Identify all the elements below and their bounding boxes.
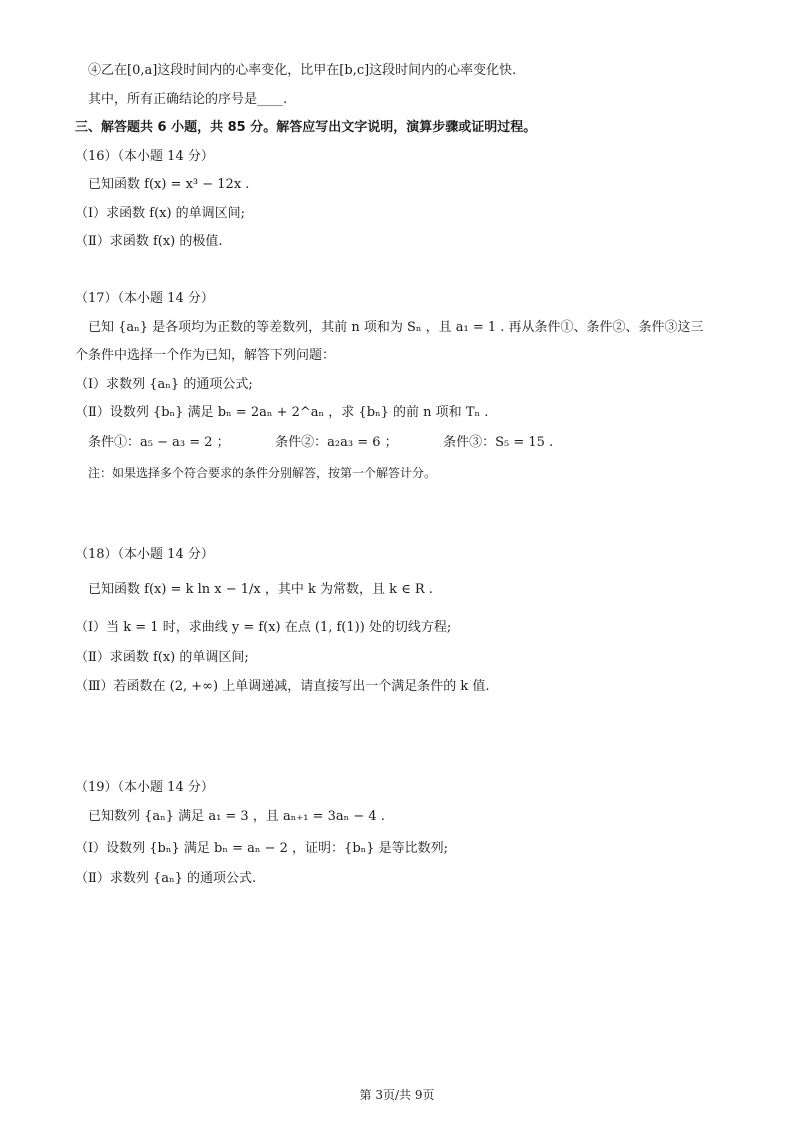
question-17-header: （17）（本小题 14 分） <box>75 291 214 306</box>
question-16-stem: 已知函数 f(x) = x³ − 12x . <box>88 177 250 192</box>
question-16-header: （16）（本小题 14 分） <box>75 149 214 164</box>
question-19-part-2: （Ⅱ）求数列 {aₙ} 的通项公式. <box>75 871 257 886</box>
question-19-stem: 已知数列 {aₙ} 满足 a₁ = 3 ，且 aₙ₊₁ = 3aₙ − 4 . <box>88 809 385 824</box>
question-17-part-1: （Ⅰ）求数列 {aₙ} 的通项公式; <box>75 377 253 392</box>
section-header: 三、解答题共 6 小题，共 85 分。解答应写出文字说明，演算步骤或证明过程。 <box>75 120 537 135</box>
statement-4: ④乙在[0,a]这段时间内的心率变化，比甲在[b,c]这段时间内的心率变化快. <box>88 63 517 78</box>
question-18-header: （18）（本小题 14 分） <box>75 547 214 562</box>
question-17-note: 注：如果选择多个符合要求的条件分别解答，按第一个解答计分。 <box>88 466 437 480</box>
question-17-conditions: 条件①：a₅ − a₃ = 2 ； 条件②：a₂a₃ = 6 ； 条件③：S₅ = 15 . <box>88 435 554 450</box>
question-16-part-2: （Ⅱ）求函数 f(x) 的极值. <box>75 234 223 249</box>
question-19-part-1: （Ⅰ）设数列 {bₙ} 满足 bₙ = aₙ − 2 ，证明：{bₙ} 是等比数列; <box>75 841 449 856</box>
question-17-part-2: （Ⅱ）设数列 {bₙ} 满足 bₙ = 2aₙ + 2^aₙ ，求 {bₙ} 的前 n 项和 Tₙ . <box>75 405 489 420</box>
question-18-part-3: （Ⅲ）若函数在 (2, +∞) 上单调递减，请直接写出一个满足条件的 k 值. <box>75 679 490 694</box>
question-17-stem-line-1: 已知 {aₙ} 是各项均为正数的等差数列，其前 n 项和为 Sₙ ，且 a₁ = 1 . 再从条件①、条件②、条件③这三 <box>88 320 704 335</box>
question-19-header: （19）（本小题 14 分） <box>75 780 214 795</box>
question-18-part-1: （Ⅰ）当 k = 1 时，求曲线 y = f(x) 在点 (1, f(1)) 处的切线方程; <box>75 620 452 635</box>
page-footer: 第 3页/共 9页 <box>359 1088 435 1102</box>
question-18-stem: 已知函数 f(x) = k ln x − 1/x ，其中 k 为常数，且 k ∈ R . <box>88 582 433 597</box>
question-16-part-1: （Ⅰ）求函数 f(x) 的单调区间; <box>75 206 246 221</box>
question-18-part-2: （Ⅱ）求函数 f(x) 的单调区间; <box>75 650 249 665</box>
question-17-stem-line-2: 个条件中选择一个作为已知，解答下列问题： <box>75 348 336 363</box>
answer-blank-prompt: 其中，所有正确结论的序号是____. <box>88 92 288 107</box>
